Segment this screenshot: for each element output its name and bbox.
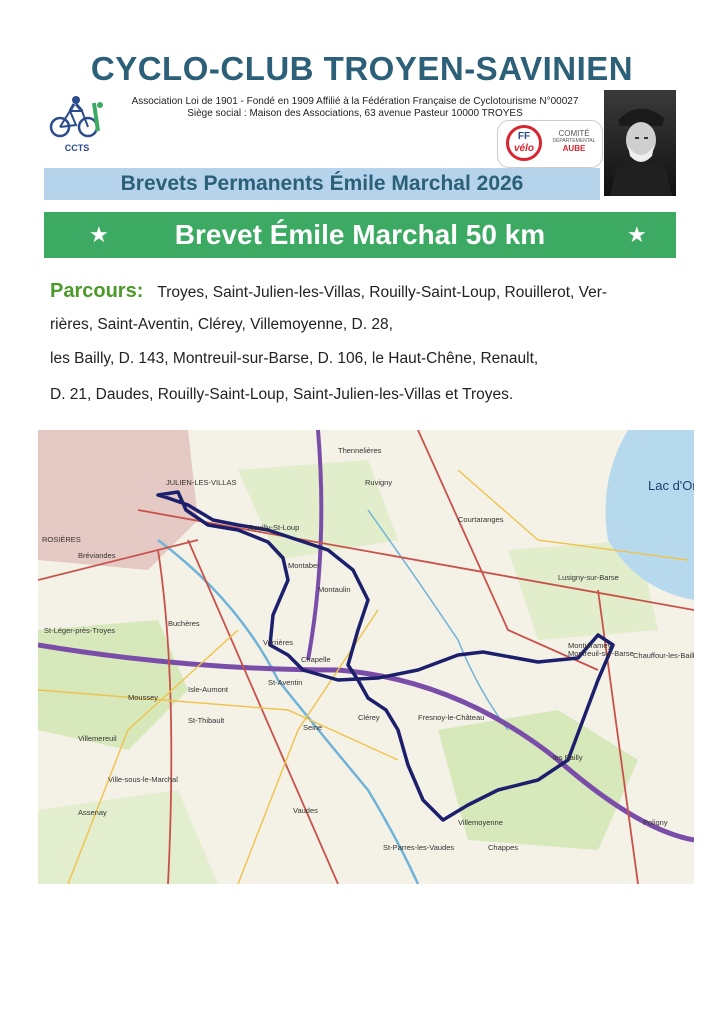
map-place-label: Assenay — [78, 808, 107, 817]
ccts-label: CCTS — [64, 143, 90, 153]
ffvelo-badge — [506, 125, 542, 161]
map-place-label: JULIEN-LES-VILLAS — [166, 478, 237, 487]
map-place-label: Chapelle — [301, 655, 331, 664]
map-place-label: Isle-Aumont — [188, 685, 229, 694]
map-place-label: St-Aventin — [268, 678, 303, 687]
map-place-label: Buchères — [168, 619, 200, 628]
map-place-label: Courtaranges — [458, 515, 504, 524]
map-place-label: Verrières — [263, 638, 294, 647]
title-banner — [44, 212, 676, 258]
map-place-label: Clérey — [358, 713, 380, 722]
parcours-line-3: les Bailly, D. 143, Montreuil-sur-Barse, D. 106, le Haut-Chêne, Renault, — [50, 350, 539, 367]
map-place-label: Rouilly-St-Loup — [248, 523, 300, 532]
portrait-photo — [604, 90, 676, 196]
map-place-label: Seine — [303, 723, 323, 732]
map-place-label: St-Léger-près-Troyes — [44, 626, 115, 635]
departemental-label: DÉPARTEMENTAL — [552, 138, 596, 144]
map-place-label: Montaber — [288, 561, 320, 570]
map-place-label: Bréviandes — [78, 551, 116, 560]
map-place-label: Chauffour-les-Bailly — [633, 651, 694, 660]
cyclist-logo-icon — [46, 95, 108, 141]
series-banner: Brevets Permanents Émile Marchal 2026 — [44, 168, 600, 200]
map-place-label: Moussey — [128, 693, 159, 702]
club-title: CYCLO-CLUB TROYEN-SAVINIEN — [90, 50, 634, 87]
aube-label: AUBE — [562, 144, 586, 153]
map-place-label: Vaudes — [293, 806, 318, 815]
map-place-label: Chappes — [488, 843, 519, 852]
map-place-label: Poligny — [643, 818, 668, 827]
ccts-logo — [46, 95, 108, 153]
map-place-label: Villemoyenne — [458, 818, 503, 827]
comite-aube — [550, 129, 598, 153]
parcours-label: Parcours: — [50, 280, 144, 302]
route-map — [38, 430, 694, 884]
star-icon: ★ — [627, 222, 647, 247]
map-place-label: Montiéramey — [568, 641, 612, 650]
map-place-label: Montaulin — [318, 585, 351, 594]
lake-label: Lac d'Or — [648, 478, 694, 493]
comite-label: COMITÉ — [558, 129, 590, 138]
map-place-label: St-Parres-les-Vaudes — [383, 843, 455, 852]
association-info: Association Loi de 1901 - Fondé en 1909 Affilié à la Fédération Française de Cyclotourisme N°00027 — [131, 96, 579, 107]
map-place-label: Thennelières — [338, 446, 382, 455]
map-place-label: les Bailly — [553, 753, 583, 762]
siege-social: Siège social : Maison des Associations, 63 avenue Pasteur 10000 TROYES — [187, 108, 523, 119]
map-place-label: Fresnoy-le-Château — [418, 713, 485, 722]
map-place-label: St-Thibault — [188, 716, 225, 725]
map-place-label: Lusigny-sur-Barse — [558, 573, 619, 582]
map-place-label: Montreuil-sur-Barse — [568, 649, 634, 658]
map-place-label: Ville-sous-le-Marchal — [108, 775, 178, 784]
ffvelo-logo — [497, 120, 603, 168]
ffvelo-ff: FF — [517, 131, 531, 142]
map-place-label: ROSIÈRES — [42, 535, 81, 544]
map-place-label: Villemereuil — [78, 734, 117, 743]
parcours-line-2: rières, Saint-Aventin, Clérey, Villemoyenne, D. 28, — [50, 316, 393, 333]
parcours-text-1: Troyes, Saint-Julien-les-Villas, Rouilly-Saint-Loup, Rouillerot, Ver- — [157, 284, 608, 301]
parcours-line-1 — [50, 280, 607, 303]
ffvelo-velo: vélo — [513, 143, 534, 154]
brevet-title: Brevet Émile Marchal 50 km — [174, 219, 546, 250]
map-place-label: Ruvigny — [365, 478, 393, 487]
star-icon: ★ — [89, 222, 109, 247]
parcours-line-4: D. 21, Daudes, Rouilly-Saint-Loup, Saint-Julien-les-Villas et Troyes. — [50, 386, 514, 403]
